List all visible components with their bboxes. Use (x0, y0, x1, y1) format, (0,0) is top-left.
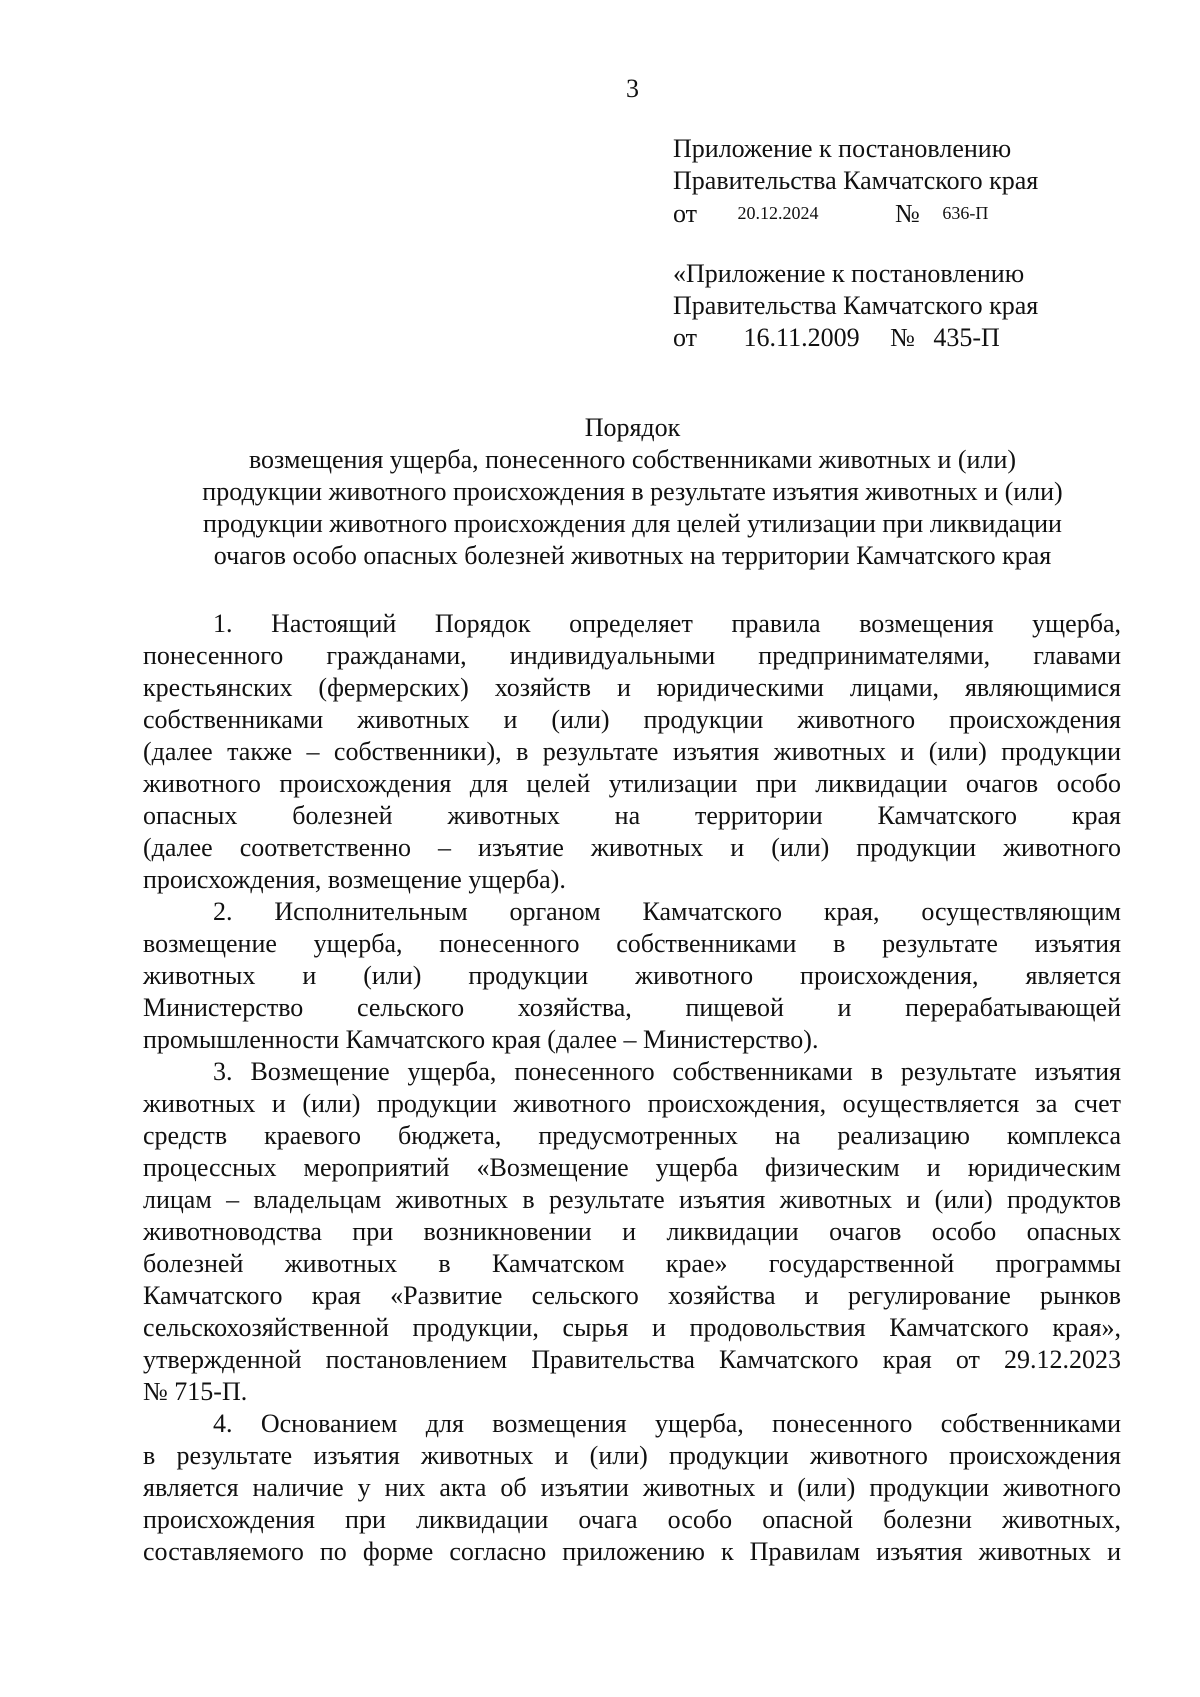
body-line: возмещение ущерба, понесенного собственниками в результате изъятия (143, 929, 1121, 958)
appendix-current-line1: Приложение к постановлению (673, 134, 1012, 163)
body-line: животного происхождения для целей утилизации при ликвидации очагов особо (143, 769, 1121, 798)
appendix-original-date-prefix: от (673, 323, 698, 352)
appendix-current-number-sign: № (895, 199, 920, 228)
body-line: происхождения, возмещение ущерба). (143, 865, 566, 894)
body-line: № 715-П. (143, 1377, 248, 1406)
document-title (140, 412, 1125, 572)
body-line: 1. Настоящий Порядок определяет правила возмещения ущерба, (213, 609, 1121, 638)
body-line: составляемого по форме согласно приложению к Правилам изъятия животных и (143, 1537, 1121, 1566)
body-line: понесенного гражданами, индивидуальными предпринимателями, главами (143, 641, 1121, 670)
appendix-original-date-line (673, 322, 1038, 354)
appendix-original-line2: Правительства Камчатского края (673, 291, 1039, 320)
body-line: (далее соответственно – изъятие животных и (или) продукции животного (143, 833, 1121, 862)
title-line: продукции животного происхождения для целей утилизации при ликвидации (203, 509, 1062, 538)
title-line: возмещения ущерба, понесенного собственниками животных и (или) (248, 445, 1017, 474)
appendix-current-date-line (673, 197, 1038, 230)
appendix-current-number: 636-П (942, 203, 989, 223)
appendix-original-number: 435-П (933, 323, 1000, 352)
body-line: сельскохозяйственной продукции, сырья и продовольствия Камчатского края», (143, 1313, 1121, 1342)
body-line: (далее также – собственники), в результате изъятия животных и (или) продукции (143, 737, 1121, 766)
body-line: болезней животных в Камчатском крае» государственной программы (143, 1249, 1121, 1278)
body-line: крестьянских (фермерских) хозяйств и юридическими лицами, являющимися (143, 673, 1121, 702)
appendix-current-block (673, 133, 1038, 230)
body-line: 3. Возмещение ущерба, понесенного собственниками в результате изъятия (213, 1057, 1121, 1086)
appendix-original-number-sign: № (890, 323, 915, 352)
appendix-original-line1: «Приложение к постановлению (673, 259, 1025, 288)
title-heading: Порядок (584, 413, 681, 442)
title-line: продукции животного происхождения в результате изъятия животных и (или) (202, 477, 1063, 506)
body-line: в результате изъятия животных и (или) продукции животного происхождения (143, 1441, 1121, 1470)
body-line: происхождения при ликвидации очага особо опасной болезни животных, (143, 1505, 1121, 1534)
body-line: животноводства при возникновении и ликвидации очагов особо опасных (143, 1217, 1121, 1246)
page-number: 3 (626, 74, 639, 103)
body-line: собственниками животных и (или) продукции животного происхождения (143, 705, 1121, 734)
body-line: средств краевого бюджета, предусмотренных на реализацию комплекса (143, 1121, 1121, 1150)
appendix-original-block (673, 258, 1038, 354)
body-line: лицам – владельцам животных в результате изъятия животных и (или) продуктов (143, 1185, 1121, 1214)
appendix-current-line2: Правительства Камчатского края (673, 166, 1039, 195)
appendix-current-date: 20.12.2024 (737, 203, 819, 223)
body-line: опасных болезней животных на территории Камчатского края (143, 801, 1121, 830)
title-line: очагов особо опасных болезней животных на территории Камчатского края (213, 541, 1052, 570)
body-line: животных и (или) продукции животного происхождения, является (143, 961, 1121, 990)
body-line: является наличие у них акта об изъятии животных и (или) продукции животного (143, 1473, 1121, 1502)
document-body (143, 608, 1121, 1568)
body-line: процессных мероприятий «Возмещение ущерба физическим и юридическим (143, 1153, 1121, 1182)
body-line: промышленности Камчатского края (далее – Министерство). (143, 1025, 819, 1054)
appendix-current-date-prefix: от (673, 199, 698, 228)
body-line: 4. Основанием для возмещения ущерба, понесенного собственниками (213, 1409, 1121, 1438)
body-line: Министерство сельского хозяйства, пищевой и перерабатывающей (143, 993, 1121, 1022)
body-line: животных и (или) продукции животного происхождения, осуществляется за счет (143, 1089, 1121, 1118)
appendix-original-date: 16.11.2009 (743, 323, 860, 352)
body-line: утвержденной постановлением Правительства Камчатского края от 29.12.2023 (143, 1345, 1121, 1374)
body-line: Камчатского края «Развитие сельского хозяйства и регулирование рынков (143, 1281, 1121, 1310)
body-line: 2. Исполнительным органом Камчатского края, осуществляющим (213, 897, 1121, 926)
